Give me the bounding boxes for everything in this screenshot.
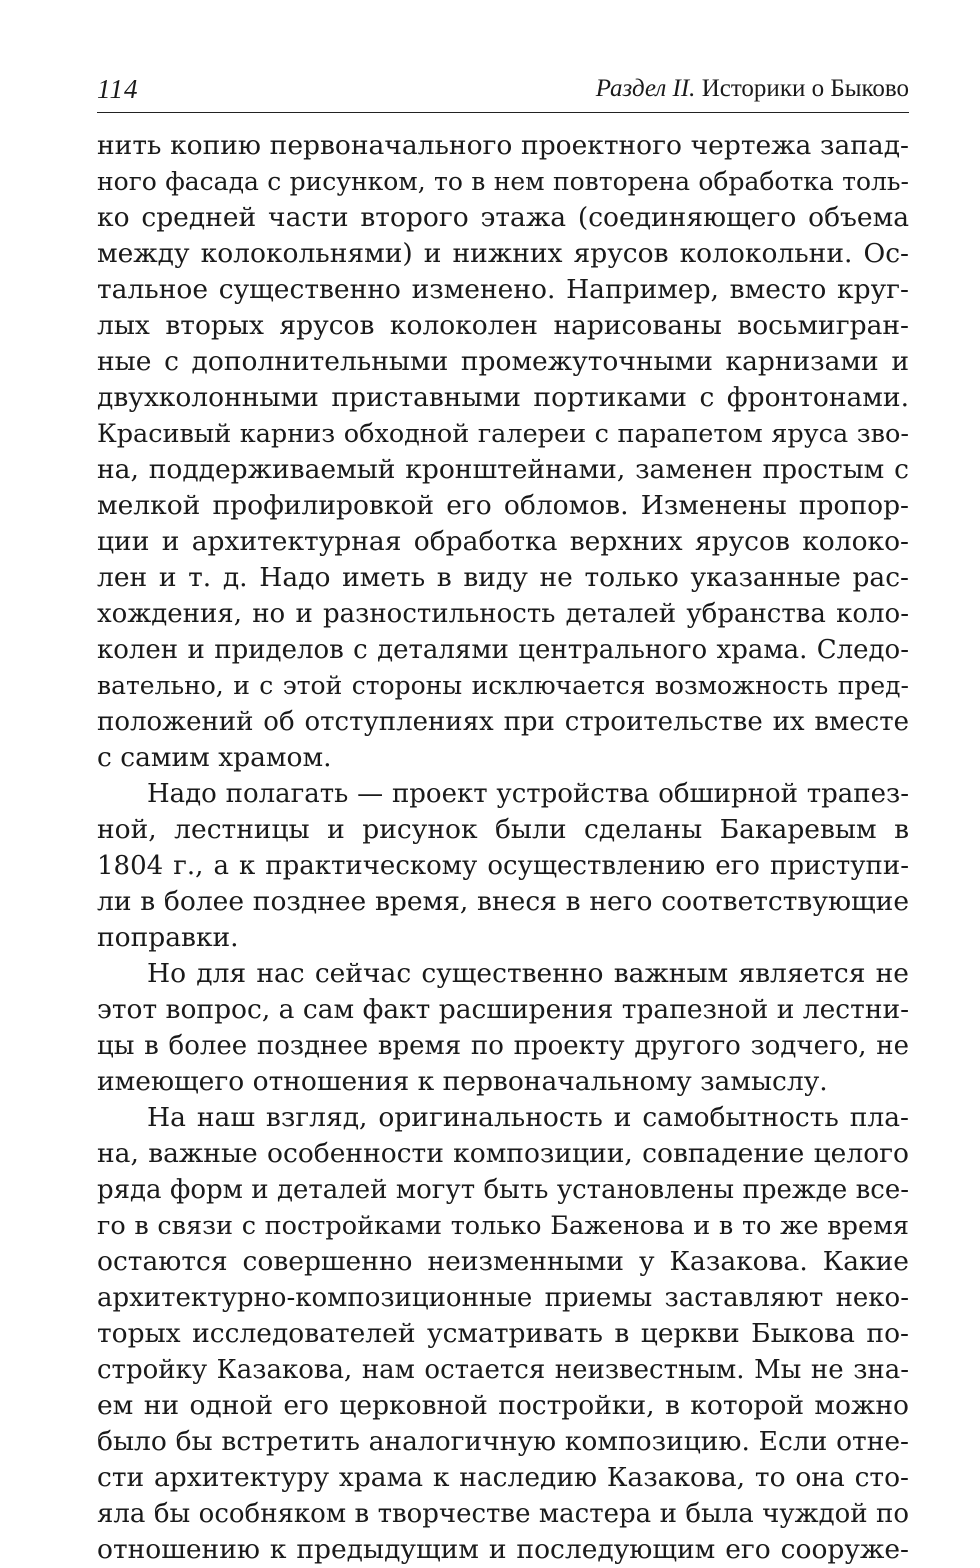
text-line: ряда форм и деталей могут быть установлены прежде все- bbox=[97, 1175, 909, 1205]
text-line: На наш взгляд, оригинальность и самобытность пла- bbox=[147, 1102, 909, 1133]
text-line: двухколонными приставными портиками с фронтонами. bbox=[97, 382, 909, 413]
text-line: мелкой профилировкой его обломов. Изменены пропор- bbox=[97, 490, 909, 521]
text-line: ные с дополнительными промежуточными карнизами и bbox=[97, 346, 909, 377]
text-line: сти архитектуру храма к наследию Казакова, то она сто- bbox=[97, 1462, 909, 1493]
text-line: торых исследователей усматривать в церкви Быкова по- bbox=[97, 1318, 909, 1349]
text-line: стройку Казакова, нам остается неизвестным. Мы не зна- bbox=[97, 1355, 909, 1385]
text-line: хождения, но и разностильность деталей убранства коло- bbox=[97, 599, 909, 629]
text-line: архитектурно-композиционные приемы заставляют неко- bbox=[97, 1283, 909, 1313]
text-line: колен и приделов с деталями центрального храма. Следо- bbox=[97, 635, 909, 665]
page-number: 114 bbox=[97, 74, 139, 104]
section-label: Раздел II. bbox=[595, 75, 696, 102]
section-name: Историки о Быково bbox=[701, 75, 909, 102]
body-text bbox=[97, 128, 909, 1568]
text-line: ко средней части второго этажа (соединяющего объема bbox=[97, 202, 909, 233]
text-line: нить копию первоначального проектного чертежа запад- bbox=[97, 130, 909, 161]
text-line: ного фасада с рисунком, то в нем повторена обработка толь- bbox=[97, 167, 909, 196]
text-line: на, поддерживаемый кронштейнами, заменен простым с bbox=[97, 454, 909, 485]
text-line: ли в более позднее время, внеся в него соответствующие bbox=[97, 886, 909, 917]
text-line: остаются совершенно неизменными у Казакова. Какие bbox=[97, 1246, 909, 1277]
text-line: Но для нас сейчас существенно важным является не bbox=[147, 958, 909, 989]
text-line: ной, лестницы и рисунок были сделаны Бакаревым в bbox=[97, 814, 909, 845]
text-line: лен и т. д. Надо иметь в виду не только указанные рас- bbox=[97, 562, 909, 593]
text-line: этот вопрос, а сам факт расширения трапезной и лестни- bbox=[97, 994, 909, 1025]
text-line: лых вторых ярусов колоколен нарисованы восьмигран- bbox=[97, 310, 909, 341]
text-line: цы в более позднее время по проекту другого зодчего, не bbox=[97, 1031, 909, 1061]
text-line: на, важные особенности композиции, совпадение целого bbox=[97, 1138, 909, 1169]
section-title bbox=[596, 75, 909, 103]
text-line: Надо полагать — проект устройства обширной трапез- bbox=[147, 779, 909, 809]
text-line: между колокольнями) и нижних ярусов колокольни. Ос- bbox=[97, 238, 909, 269]
text-line: 1804 г., а к практическому осуществлению его приступи- bbox=[97, 851, 909, 881]
text-line: было бы встретить аналогичную композицию. Если отне- bbox=[97, 1426, 909, 1457]
text-line: с самим храмом. bbox=[97, 742, 332, 773]
text-line: отношению к предыдущим и последующим его сооруже- bbox=[97, 1534, 909, 1565]
text-line: яла бы особняком в творчестве мастера и была чуждой по bbox=[97, 1499, 909, 1529]
text-line: го в связи с постройками только Баженова и в то же время bbox=[97, 1211, 909, 1241]
text-line: тальное существенно изменено. Например, вместо круг- bbox=[97, 274, 909, 305]
text-line: положений об отступлениях при строительстве их вместе bbox=[97, 707, 909, 737]
running-header bbox=[97, 72, 909, 113]
text-line: поправки. bbox=[97, 922, 239, 953]
text-line: ем ни одной его церковной постройки, в которой можно bbox=[97, 1390, 909, 1421]
text-line: ции и архитектурная обработка верхних ярусов колоко- bbox=[97, 526, 909, 557]
text-line: Красивый карниз обходной галереи с парапетом яруса зво- bbox=[97, 419, 909, 449]
text-line: вательно, и с этой стороны исключается возможность пред- bbox=[97, 671, 909, 700]
text-line: имеющего отношения к первоначальному замыслу. bbox=[97, 1066, 828, 1097]
